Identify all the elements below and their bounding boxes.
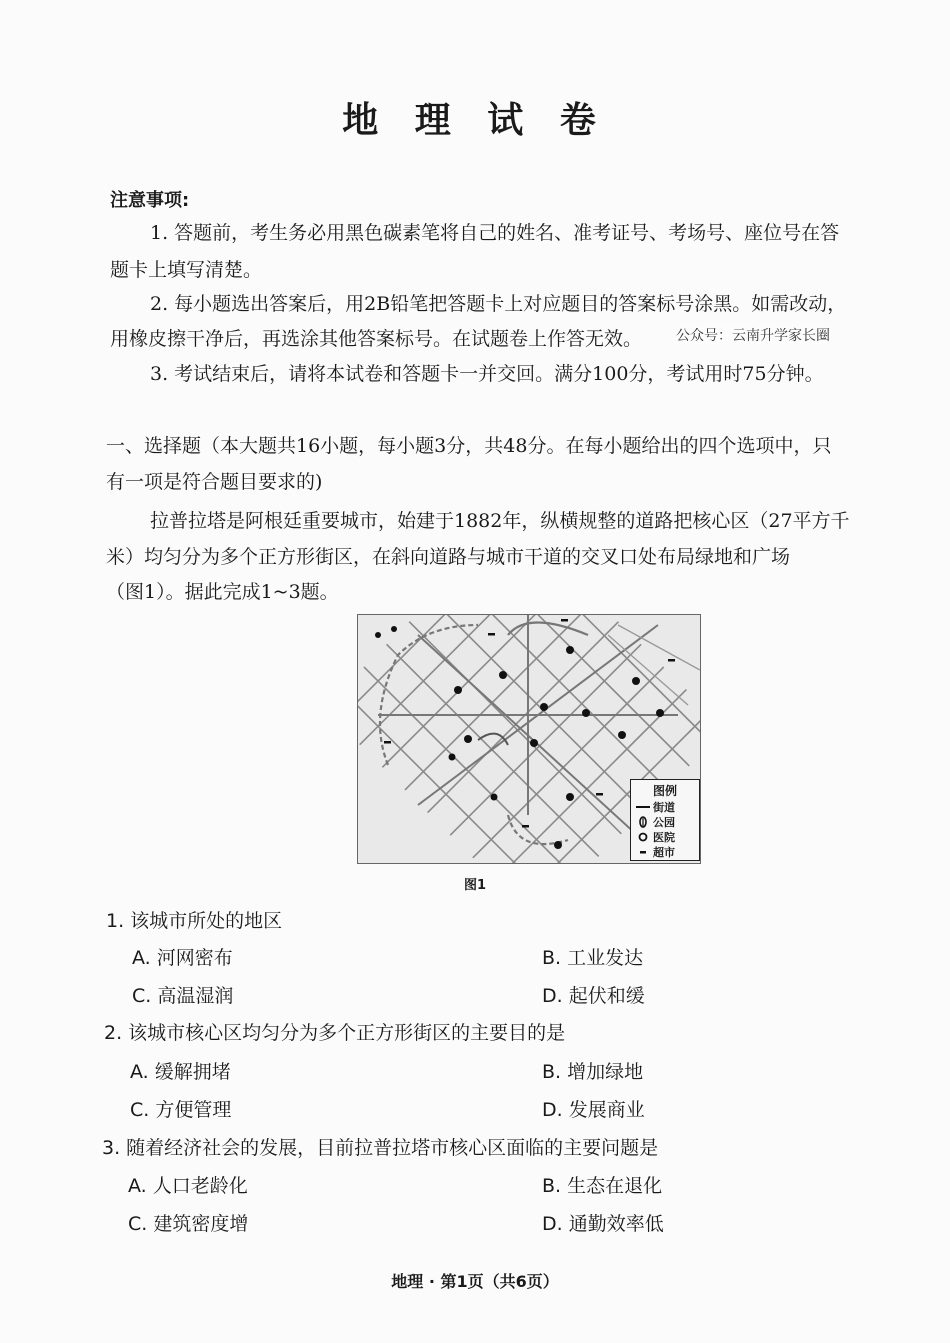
map-legend: [630, 779, 700, 861]
section-heading-line-1: 一、选择题（本大题共16小题，每小题3分，共48分。在每小题给出的四个选项中，只: [106, 435, 832, 457]
question-1-option-b: B. 工业发达: [542, 947, 644, 969]
hospital-circle-icon: [635, 832, 651, 842]
notice-heading: 注意事项:: [110, 190, 190, 211]
street-line-icon: [635, 804, 651, 810]
notice-line-1: 1. 答题前，考生务必用黑色碳素笔将自己的姓名、准考证号、考场号、座位号在答: [150, 222, 840, 244]
legend-label-hospital: 医院: [653, 830, 675, 844]
question-3-stem: 3. 随着经济社会的发展，目前拉普拉塔市核心区面临的主要问题是: [102, 1137, 659, 1159]
question-3-option-b: B. 生态在退化: [542, 1175, 663, 1197]
passage-line-2: 米）均匀分为多个正方形街区，在斜向道路与城市干道的交叉口处布局绿地和广场: [106, 546, 791, 568]
figure-caption: 图1: [463, 878, 487, 893]
question-2-option-a: A. 缓解拥堵: [130, 1061, 231, 1083]
supermarket-dash-icon: [635, 849, 651, 855]
legend-item-street: [631, 799, 699, 814]
watermark-text: 公众号：云南升学家长圈: [676, 325, 830, 345]
park-marker-icon: [635, 816, 651, 828]
city-map-figure: [357, 614, 701, 864]
passage-line-1: 拉普拉塔是阿根廷重要城市，始建于1882年，纵横规整的道路把核心区（27平方千: [150, 510, 850, 532]
notice-line-4: 用橡皮擦干净后，再选涂其他答案标号。在试题卷上作答无效。: [110, 328, 643, 350]
passage-line-3: （图1）。据此完成1~3题。: [106, 581, 339, 603]
legend-label-street: 街道: [653, 800, 675, 814]
section-heading-line-2: 有一项是符合题目要求的): [106, 471, 323, 493]
question-1-option-a: A. 河网密布: [132, 947, 233, 969]
question-2-option-c: C. 方便管理: [130, 1099, 232, 1121]
notice-line-5: 3. 考试结束后，请将本试卷和答题卡一并交回。满分100分，考试用时75分钟。: [150, 363, 824, 385]
page-footer: 地理 · 第1页（共6页）: [391, 1272, 559, 1291]
legend-label-park: 公园: [653, 815, 675, 829]
question-3-option-d: D. 通勤效率低: [542, 1213, 664, 1235]
question-1-option-d: D. 起伏和缓: [542, 985, 645, 1007]
question-2-option-d: D. 发展商业: [542, 1099, 645, 1121]
question-1-stem: 1. 该城市所处的地区: [106, 910, 283, 932]
question-2-option-b: B. 增加绿地: [542, 1061, 644, 1083]
legend-item-hospital: [631, 829, 699, 844]
notice-line-2: 题卡上填写清楚。: [110, 259, 263, 281]
question-3-option-c: C. 建筑密度增: [128, 1213, 249, 1235]
page-title: 地 理 试 卷: [342, 99, 608, 141]
legend-title: 图例: [652, 784, 677, 798]
question-1-option-c: C. 高温湿润: [132, 985, 234, 1007]
question-2-stem: 2. 该城市核心区均匀分为多个正方形街区的主要目的是: [104, 1022, 566, 1044]
legend-item-supermarket: [631, 844, 699, 859]
legend-item-park: [631, 814, 699, 829]
notice-line-3: 2. 每小题选出答案后，用2B铅笔把答题卡上对应题目的答案标号涂黑。如需改动，: [150, 293, 847, 315]
legend-label-supermarket: 超市: [653, 845, 675, 859]
question-3-option-a: A. 人口老龄化: [128, 1175, 248, 1197]
